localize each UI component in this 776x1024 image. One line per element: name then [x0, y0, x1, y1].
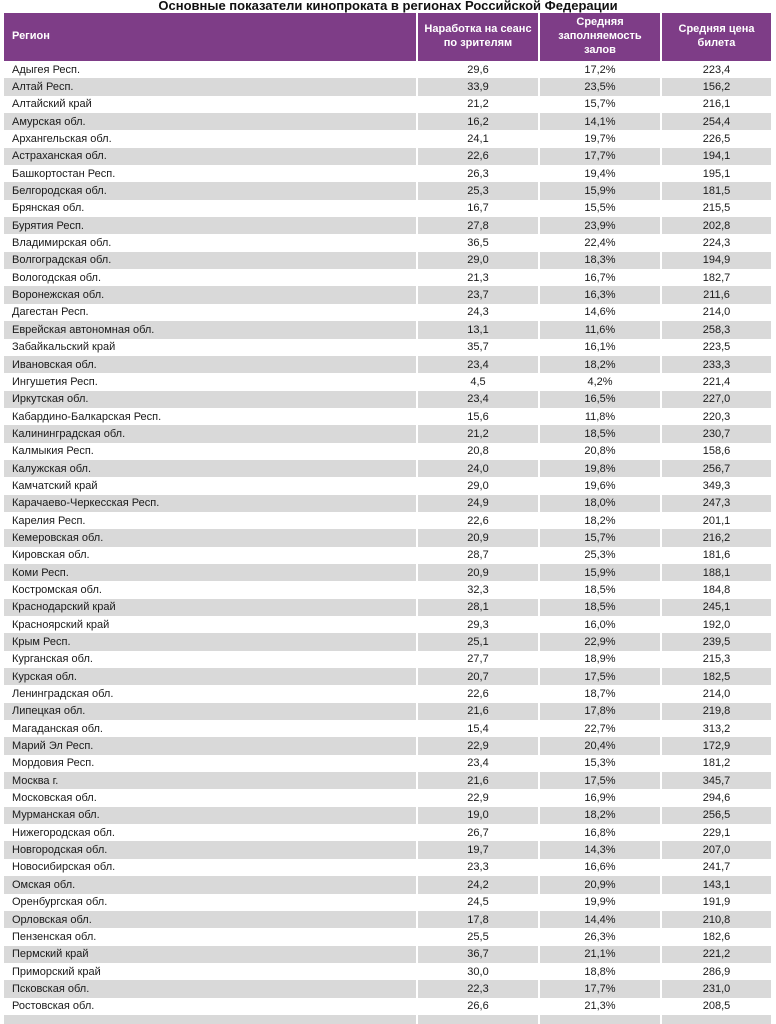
region-cell: Пермский край	[4, 946, 417, 963]
per-session-cell: 33,9	[417, 78, 539, 95]
region-cell: Алтай Респ.	[4, 78, 417, 95]
table-row	[4, 252, 771, 269]
per-session-cell: 20,9	[417, 564, 539, 581]
table-row	[4, 668, 771, 685]
occupancy-cell: 15,3%	[539, 755, 661, 772]
table-row	[4, 564, 771, 581]
region-cell: Башкортостан Респ.	[4, 165, 417, 182]
price-cell: 184,8	[661, 581, 771, 598]
table-row	[4, 859, 771, 876]
col-header-region: Регион	[4, 13, 417, 61]
per-session-cell: 21,6	[417, 772, 539, 789]
occupancy-cell: 19,8%	[539, 460, 661, 477]
occupancy-cell: 18,3%	[539, 252, 661, 269]
table-row	[4, 217, 771, 234]
price-cell: 258,3	[661, 321, 771, 338]
price-cell: 256,5	[661, 807, 771, 824]
region-cell: Костромская обл.	[4, 581, 417, 598]
table-row	[4, 529, 771, 546]
table-row-cutoff	[4, 1015, 771, 1024]
region-cell: Карелия Респ.	[4, 512, 417, 529]
occupancy-cell: 18,2%	[539, 356, 661, 373]
price-cell: 214,0	[661, 304, 771, 321]
occupancy-cell: 22,4%	[539, 234, 661, 251]
price-cell: 231,0	[661, 980, 771, 997]
price-cell: 172,9	[661, 737, 771, 754]
per-session-cell: 23,3	[417, 859, 539, 876]
table-row	[4, 78, 771, 95]
region-cell: Адыгея Респ.	[4, 61, 417, 78]
price-cell: 215,3	[661, 651, 771, 668]
occupancy-cell: 18,9%	[539, 651, 661, 668]
region-cell: Приморский край	[4, 963, 417, 980]
per-session-cell: 21,2	[417, 425, 539, 442]
table-row	[4, 321, 771, 338]
per-session-cell: 13,1	[417, 321, 539, 338]
region-cell: Астраханская обл.	[4, 148, 417, 165]
per-session-cell: 24,0	[417, 460, 539, 477]
occupancy-cell: 15,7%	[539, 96, 661, 113]
occupancy-cell: 15,7%	[539, 529, 661, 546]
table-row	[4, 460, 771, 477]
occupancy-cell: 18,5%	[539, 581, 661, 598]
per-session-cell: 22,6	[417, 685, 539, 702]
occupancy-cell: 18,5%	[539, 425, 661, 442]
price-cell: 286,9	[661, 963, 771, 980]
per-session-cell: 15,4	[417, 720, 539, 737]
table-row	[4, 703, 771, 720]
per-session-cell: 24,2	[417, 876, 539, 893]
per-session-cell: 22,9	[417, 789, 539, 806]
table-header	[4, 13, 771, 61]
occupancy-cell: 18,0%	[539, 495, 661, 512]
per-session-cell: 26,7	[417, 824, 539, 841]
price-cell: 207,0	[661, 841, 771, 858]
price-cell: 256,7	[661, 460, 771, 477]
occupancy-cell: 23,9%	[539, 217, 661, 234]
region-cell: Нижегородская обл.	[4, 824, 417, 841]
occupancy-cell: 19,7%	[539, 130, 661, 147]
per-session-cell: 25,1	[417, 633, 539, 650]
per-session-cell: 27,7	[417, 651, 539, 668]
occupancy-cell: 15,9%	[539, 564, 661, 581]
price-cell: 214,0	[661, 685, 771, 702]
per-session-cell: 16,7	[417, 200, 539, 217]
region-cell: Калининградская обл.	[4, 425, 417, 442]
region-cell: Амурская обл.	[4, 113, 417, 130]
occupancy-cell: 25,3%	[539, 547, 661, 564]
per-session-cell: 30,0	[417, 963, 539, 980]
region-cell: Брянская обл.	[4, 200, 417, 217]
region-cell: Кабардино-Балкарская Респ.	[4, 408, 417, 425]
price-cell: 230,7	[661, 425, 771, 442]
regions-table	[4, 13, 771, 1024]
table-row	[4, 148, 771, 165]
per-session-cell: 23,7	[417, 286, 539, 303]
price-cell: 220,3	[661, 408, 771, 425]
per-session-cell: 29,6	[417, 61, 539, 78]
region-cell: Калужская обл.	[4, 460, 417, 477]
occupancy-cell: 21,3%	[539, 998, 661, 1015]
region-cell: Пензенская обл.	[4, 928, 417, 945]
price-cell: 202,8	[661, 217, 771, 234]
region-cell: Новгородская обл.	[4, 841, 417, 858]
table-row	[4, 737, 771, 754]
table-row	[4, 755, 771, 772]
region-cell: Белгородская обл.	[4, 182, 417, 199]
region-cell: Псковская обл.	[4, 980, 417, 997]
occupancy-cell: 16,5%	[539, 391, 661, 408]
occupancy-cell: 16,9%	[539, 789, 661, 806]
table-row	[4, 200, 771, 217]
region-cell: Краснодарский край	[4, 599, 417, 616]
occupancy-cell: 21,1%	[539, 946, 661, 963]
table-row	[4, 425, 771, 442]
region-cell: Красноярский край	[4, 616, 417, 633]
region-cell: Бурятия Респ.	[4, 217, 417, 234]
occupancy-cell: 22,7%	[539, 720, 661, 737]
occupancy-cell: 20,8%	[539, 443, 661, 460]
table-row	[4, 61, 771, 78]
per-session-cell: 29,3	[417, 616, 539, 633]
region-cell: Крым Респ.	[4, 633, 417, 650]
region-cell: Еврейская автономная обл.	[4, 321, 417, 338]
price-cell: 226,5	[661, 130, 771, 147]
region-cell: Новосибирская обл.	[4, 859, 417, 876]
per-session-cell: 25,5	[417, 928, 539, 945]
col-header-per-session: Наработка на сеанс по зрителям	[417, 13, 539, 61]
table-row	[4, 443, 771, 460]
per-session-cell: 20,7	[417, 668, 539, 685]
table-row	[4, 286, 771, 303]
occupancy-cell: 20,4%	[539, 737, 661, 754]
occupancy-cell: 14,4%	[539, 911, 661, 928]
price-cell: 181,2	[661, 755, 771, 772]
region-cell: Курганская обл.	[4, 651, 417, 668]
per-session-cell: 25,3	[417, 182, 539, 199]
occupancy-cell: 18,5%	[539, 599, 661, 616]
empty-cell	[4, 1015, 417, 1024]
per-session-cell: 24,9	[417, 495, 539, 512]
region-cell: Мордовия Респ.	[4, 755, 417, 772]
occupancy-cell: 17,5%	[539, 772, 661, 789]
region-cell: Дагестан Респ.	[4, 304, 417, 321]
table-row	[4, 807, 771, 824]
per-session-cell: 20,8	[417, 443, 539, 460]
empty-cell	[539, 1015, 661, 1024]
price-cell: 216,2	[661, 529, 771, 546]
price-cell: 239,5	[661, 633, 771, 650]
region-cell: Омская обл.	[4, 876, 417, 893]
occupancy-cell: 18,2%	[539, 807, 661, 824]
table-row	[4, 599, 771, 616]
per-session-cell: 22,6	[417, 148, 539, 165]
table-row	[4, 651, 771, 668]
table-row	[4, 356, 771, 373]
per-session-cell: 29,0	[417, 252, 539, 269]
occupancy-cell: 19,6%	[539, 477, 661, 494]
price-cell: 224,3	[661, 234, 771, 251]
occupancy-cell: 14,3%	[539, 841, 661, 858]
region-cell: Липецкая обл.	[4, 703, 417, 720]
occupancy-cell: 11,8%	[539, 408, 661, 425]
price-cell: 201,1	[661, 512, 771, 529]
per-session-cell: 29,0	[417, 477, 539, 494]
price-cell: 181,6	[661, 547, 771, 564]
price-cell: 194,1	[661, 148, 771, 165]
occupancy-cell: 19,9%	[539, 894, 661, 911]
price-cell: 221,4	[661, 373, 771, 390]
col-header-ticket-price: Средняя цена билета	[661, 13, 771, 61]
region-cell: Алтайский край	[4, 96, 417, 113]
region-cell: Ростовская обл.	[4, 998, 417, 1015]
table-row	[4, 304, 771, 321]
occupancy-cell: 14,1%	[539, 113, 661, 130]
price-cell: 254,4	[661, 113, 771, 130]
price-cell: 192,0	[661, 616, 771, 633]
price-cell: 221,2	[661, 946, 771, 963]
per-session-cell: 22,9	[417, 737, 539, 754]
price-cell: 182,7	[661, 269, 771, 286]
per-session-cell: 35,7	[417, 339, 539, 356]
occupancy-cell: 19,4%	[539, 165, 661, 182]
table-row	[4, 963, 771, 980]
region-cell: Волгоградская обл.	[4, 252, 417, 269]
table-row	[4, 373, 771, 390]
region-cell: Москва г.	[4, 772, 417, 789]
occupancy-cell: 16,0%	[539, 616, 661, 633]
table-row	[4, 113, 771, 130]
occupancy-cell: 16,3%	[539, 286, 661, 303]
table-row	[4, 581, 771, 598]
region-cell: Курская обл.	[4, 668, 417, 685]
occupancy-cell: 11,6%	[539, 321, 661, 338]
price-cell: 182,6	[661, 928, 771, 945]
region-cell: Ленинградская обл.	[4, 685, 417, 702]
price-cell: 245,1	[661, 599, 771, 616]
region-cell: Кемеровская обл.	[4, 529, 417, 546]
occupancy-cell: 17,7%	[539, 980, 661, 997]
price-cell: 194,9	[661, 252, 771, 269]
table-row	[4, 789, 771, 806]
price-cell: 227,0	[661, 391, 771, 408]
per-session-cell: 36,7	[417, 946, 539, 963]
price-cell: 210,8	[661, 911, 771, 928]
table-body	[4, 61, 771, 1024]
price-cell: 349,3	[661, 477, 771, 494]
table-row	[4, 512, 771, 529]
per-session-cell: 23,4	[417, 356, 539, 373]
table-row	[4, 911, 771, 928]
region-cell: Оренбургская обл.	[4, 894, 417, 911]
per-session-cell: 32,3	[417, 581, 539, 598]
price-cell: 156,2	[661, 78, 771, 95]
region-cell: Кировская обл.	[4, 547, 417, 564]
occupancy-cell: 14,6%	[539, 304, 661, 321]
per-session-cell: 21,3	[417, 269, 539, 286]
price-cell: 219,8	[661, 703, 771, 720]
region-cell: Марий Эл Респ.	[4, 737, 417, 754]
table-row	[4, 841, 771, 858]
per-session-cell: 16,2	[417, 113, 539, 130]
per-session-cell: 26,6	[417, 998, 539, 1015]
table-row	[4, 130, 771, 147]
per-session-cell: 19,0	[417, 807, 539, 824]
occupancy-cell: 22,9%	[539, 633, 661, 650]
empty-cell	[417, 1015, 539, 1024]
occupancy-cell: 18,7%	[539, 685, 661, 702]
table-row	[4, 633, 771, 650]
price-cell: 313,2	[661, 720, 771, 737]
per-session-cell: 21,6	[417, 703, 539, 720]
occupancy-cell: 15,5%	[539, 200, 661, 217]
price-cell: 211,6	[661, 286, 771, 303]
table-row	[4, 339, 771, 356]
per-session-cell: 23,4	[417, 391, 539, 408]
occupancy-cell: 16,7%	[539, 269, 661, 286]
occupancy-cell: 17,5%	[539, 668, 661, 685]
price-cell: 223,4	[661, 61, 771, 78]
region-cell: Архангельская обл.	[4, 130, 417, 147]
table-row	[4, 182, 771, 199]
per-session-cell: 24,1	[417, 130, 539, 147]
per-session-cell: 21,2	[417, 96, 539, 113]
per-session-cell: 22,6	[417, 512, 539, 529]
price-cell: 233,3	[661, 356, 771, 373]
table-row	[4, 165, 771, 182]
table-row	[4, 928, 771, 945]
region-cell: Карачаево-Черкесская Респ.	[4, 495, 417, 512]
price-cell: 158,6	[661, 443, 771, 460]
table-row	[4, 495, 771, 512]
table-row	[4, 824, 771, 841]
occupancy-cell: 16,1%	[539, 339, 661, 356]
table-row	[4, 477, 771, 494]
empty-cell	[661, 1015, 771, 1024]
region-cell: Калмыкия Респ.	[4, 443, 417, 460]
per-session-cell: 27,8	[417, 217, 539, 234]
occupancy-cell: 17,7%	[539, 148, 661, 165]
occupancy-cell: 20,9%	[539, 876, 661, 893]
table-row	[4, 946, 771, 963]
price-cell: 345,7	[661, 772, 771, 789]
per-session-cell: 24,3	[417, 304, 539, 321]
per-session-cell: 28,1	[417, 599, 539, 616]
region-cell: Коми Респ.	[4, 564, 417, 581]
region-cell: Владимирская обл.	[4, 234, 417, 251]
region-cell: Магаданская обл.	[4, 720, 417, 737]
table-row	[4, 547, 771, 564]
price-cell: 191,9	[661, 894, 771, 911]
table-row	[4, 408, 771, 425]
price-cell: 181,5	[661, 182, 771, 199]
occupancy-cell: 23,5%	[539, 78, 661, 95]
occupancy-cell: 18,8%	[539, 963, 661, 980]
price-cell: 208,5	[661, 998, 771, 1015]
occupancy-cell: 17,8%	[539, 703, 661, 720]
price-cell: 241,7	[661, 859, 771, 876]
col-header-occupancy: Средняя заполняемость залов	[539, 13, 661, 61]
table-row	[4, 269, 771, 286]
region-cell: Камчатский край	[4, 477, 417, 494]
table-row	[4, 980, 771, 997]
table-row	[4, 998, 771, 1015]
occupancy-cell: 17,2%	[539, 61, 661, 78]
per-session-cell: 19,7	[417, 841, 539, 858]
per-session-cell: 22,3	[417, 980, 539, 997]
region-cell: Вологодская обл.	[4, 269, 417, 286]
region-cell: Ингушетия Респ.	[4, 373, 417, 390]
table-row	[4, 720, 771, 737]
price-cell: 216,1	[661, 96, 771, 113]
region-cell: Иркутская обл.	[4, 391, 417, 408]
per-session-cell: 23,4	[417, 755, 539, 772]
table-row	[4, 772, 771, 789]
per-session-cell: 26,3	[417, 165, 539, 182]
price-cell: 223,5	[661, 339, 771, 356]
table-header-row	[4, 13, 771, 61]
table-row	[4, 685, 771, 702]
per-session-cell: 24,5	[417, 894, 539, 911]
price-cell: 294,6	[661, 789, 771, 806]
occupancy-cell: 16,6%	[539, 859, 661, 876]
price-cell: 188,1	[661, 564, 771, 581]
occupancy-cell: 18,2%	[539, 512, 661, 529]
per-session-cell: 4,5	[417, 373, 539, 390]
region-cell: Московская обл.	[4, 789, 417, 806]
region-cell: Орловская обл.	[4, 911, 417, 928]
table-row	[4, 96, 771, 113]
table-row	[4, 234, 771, 251]
price-cell: 143,1	[661, 876, 771, 893]
table-row	[4, 391, 771, 408]
occupancy-cell: 26,3%	[539, 928, 661, 945]
region-cell: Воронежская обл.	[4, 286, 417, 303]
table-row	[4, 876, 771, 893]
per-session-cell: 17,8	[417, 911, 539, 928]
table-row	[4, 894, 771, 911]
price-cell: 182,5	[661, 668, 771, 685]
occupancy-cell: 16,8%	[539, 824, 661, 841]
per-session-cell: 28,7	[417, 547, 539, 564]
price-cell: 247,3	[661, 495, 771, 512]
page-title: Основные показатели кинопроката в регионах Российской Федерации	[158, 0, 618, 13]
per-session-cell: 20,9	[417, 529, 539, 546]
region-cell: Забайкальский край	[4, 339, 417, 356]
occupancy-cell: 15,9%	[539, 182, 661, 199]
per-session-cell: 15,6	[417, 408, 539, 425]
price-cell: 215,5	[661, 200, 771, 217]
price-cell: 229,1	[661, 824, 771, 841]
region-cell: Ивановская обл.	[4, 356, 417, 373]
occupancy-cell: 4,2%	[539, 373, 661, 390]
per-session-cell: 36,5	[417, 234, 539, 251]
table-row	[4, 616, 771, 633]
price-cell: 195,1	[661, 165, 771, 182]
region-cell: Мурманская обл.	[4, 807, 417, 824]
